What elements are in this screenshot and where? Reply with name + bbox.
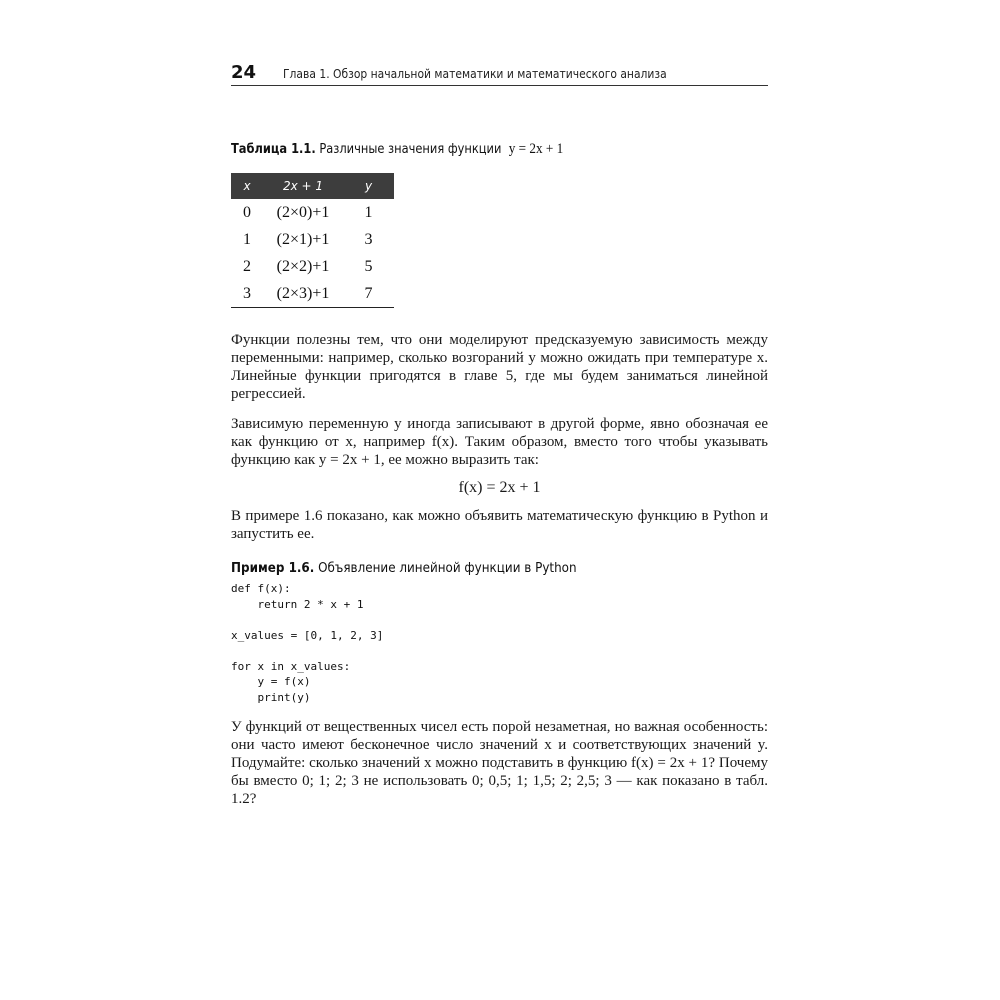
example-title: Объявление линейной функции в Python	[318, 561, 577, 576]
table-cell-x: 0	[243, 203, 251, 221]
column-header-expression: 2x + 1	[263, 173, 343, 199]
table-cell-x: 3	[231, 280, 263, 308]
table-cell-x: 2	[243, 257, 251, 275]
table-caption-text: Различные значения функции	[319, 142, 502, 157]
table-cell-x: 1	[243, 230, 251, 248]
table-row	[231, 226, 394, 253]
table-header-row	[231, 173, 394, 199]
example-caption	[231, 561, 577, 576]
page-header	[231, 58, 768, 86]
table-caption-formula: y = 2x + 1	[508, 141, 564, 157]
values-table	[231, 173, 394, 308]
column-header-x: x	[231, 173, 263, 199]
paragraph-example-intro: В примере 1.6 показано, как можно объявить математическую функцию в Python и запустить ее.	[231, 508, 768, 542]
code-listing: def f(x): return 2 * x + 1 x_values = [0, 1, 2, 3] for x in x_values: y = f(x) print(y)	[231, 582, 384, 704]
table-cell-expression: (2×2)+1	[276, 257, 330, 275]
table-cell-y: 7	[343, 280, 394, 308]
table-cell-expression: (2×0)+1	[276, 203, 330, 221]
table-cell-y: 1	[364, 203, 373, 221]
table-cell-y: 3	[364, 230, 373, 248]
paragraph-real-functions: У функций от вещественных чисел есть порой незаметная, но важная особенность: они часто имеют бесконечное число значений x и соответствующих значений y. Подумайте: сколько значений x можно подставить в функцию f(x) = 2x + 1? Почему бы вместо 0; 1; 2; 3 не использовать 0; 0,5; 1; 1,5; 2; 2,5; 3 — как показано в табл. 1.2?	[231, 719, 768, 807]
display-formula: f(x) = 2x + 1	[458, 479, 541, 496]
running-head: Глава 1. Обзор начальной математики и математического анализа	[283, 66, 667, 81]
table-caption-label: Таблица 1.1.	[231, 142, 316, 157]
example-label: Пример 1.6.	[231, 561, 315, 576]
table-caption	[231, 141, 563, 158]
table-cell-expression: (2×3)+1	[263, 280, 343, 308]
paragraph-functions-usefulness: Функции полезны тем, что они моделируют предсказуемую зависимость между переменными: например, сколько возгораний y можно ожидать при температуре x. Линейные функции пригодятся в главе 5, где мы будем заниматься линейной регрессией.	[231, 332, 768, 402]
table-row	[231, 253, 394, 280]
table-row	[231, 199, 394, 226]
column-header-y: y	[343, 173, 394, 199]
paragraph-function-notation: Зависимую переменную y иногда записывают в другой форме, явно обозначая ее как функцию от x, например f(x). Таким образом, вместо того чтобы указывать функцию как y = 2x + 1, ее можно выразить так:	[231, 416, 768, 468]
table-row	[231, 280, 394, 308]
page-number: 24	[231, 62, 257, 83]
table-cell-y: 5	[364, 257, 373, 275]
table-cell-expression: (2×1)+1	[276, 230, 330, 248]
